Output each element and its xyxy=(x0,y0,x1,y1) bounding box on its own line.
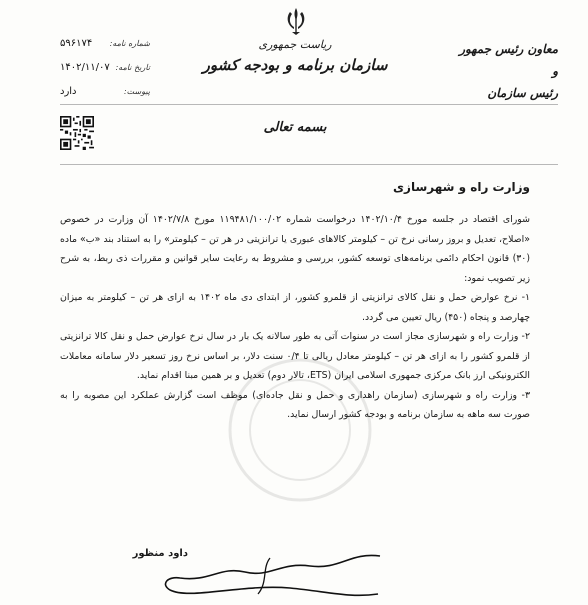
basmala: بسمه تعالی xyxy=(263,120,327,135)
letter-number-label: شماره نامه: xyxy=(109,39,150,48)
sender-title-line-2: و xyxy=(552,64,558,78)
attachment-value: دارد xyxy=(60,86,77,97)
letter-metadata xyxy=(60,32,150,104)
addressee: وزارت راه و شهرسازی xyxy=(393,180,530,194)
letter-body xyxy=(60,210,530,425)
resolution-item-2: ۲- وزارت راه و شهرسازی مجاز است در سنوات آتی به طور سالانه یک بار در سال نرخ عوارض حمل و نقل کالا ترانزیتی از قلمرو کشور را به ازای هر تن – کیلومتر معادل ریالی تا ۰/۴ سنت دلار، بر اساس نرخ روز تسعیر دلار سامانه معاملات الکترونیکی ارز بانک مرکزی جمهوری اسلامی ایران (ETS، تالار دوم) تعدیل و بر همین مبنا اقدام نماید. xyxy=(60,331,530,381)
attachment-row xyxy=(60,80,150,104)
header-divider xyxy=(60,104,558,105)
sender-title-line-3: رئیس سازمان xyxy=(487,86,558,100)
letter-number-row xyxy=(60,32,150,56)
body-divider xyxy=(60,164,558,165)
iran-emblem-icon xyxy=(283,6,309,36)
resolution-item-3: ۳- وزارت راه و شهرسازی (سازمان راهداری و حمل و نقل جاده‌ای) موظف است گزارش عملکرد این مصوبه را به صورت سه ماهه به سازمان برنامه و بودجه کشور ارسال نماید. xyxy=(60,389,530,420)
sender-title-line-1: معاون رئیس جمهور xyxy=(459,42,558,56)
resolution-item-1: ۱- نرخ عوارض حمل و نقل کالای ترانزیتی از قلمرو کشور، از ابتدای دی ماه ۱۴۰۲ به ازای هر تن – کیلومتر به میزان چهارصد و پنجاه (۴۵۰) ریال تعیین می گردد. xyxy=(60,292,530,323)
letter-date-label: تاریخ نامه: xyxy=(115,63,150,72)
letter-date-row xyxy=(60,56,150,80)
organization-name: سازمان برنامه و بودجه کشور xyxy=(202,56,388,74)
presidency-title: ریاست جمهوری xyxy=(258,38,332,51)
letter-date-value: ۱۴۰۲/۱۱/۰۷ xyxy=(60,62,110,73)
qr-code-icon xyxy=(60,116,94,150)
sender-title xyxy=(438,38,558,104)
signer-name: داود منظور xyxy=(132,548,188,559)
letter-number-value: ۵۹۶۱۷۴ xyxy=(60,38,93,49)
intro-paragraph: شورای اقتصاد در جلسه مورخ ۱۴۰۲/۱۰/۴ درخواست شماره ۱۱۹۴۸۱/۱۰۰/۰۲ مورخ ۱۴۰۲/۷/۸ آن وزارت در خصوص «اصلاح، تعدیل و بروز رسانی نرخ تن – کیلومتر کالاهای عبوری یا ترانزیتی در هر تن – کیلومتر» را به استناد بند «ب» ماده (۳۰) قانون احکام دائمی برنامه‌های توسعه کشور، بررسی و مشروط به رعایت سایر قوانین و مقررات ذی ربط، به شرح زیر تصویب نمود: xyxy=(60,214,530,284)
attachment-label: پیوست: xyxy=(123,87,150,96)
handwritten-signature-icon xyxy=(150,548,390,604)
